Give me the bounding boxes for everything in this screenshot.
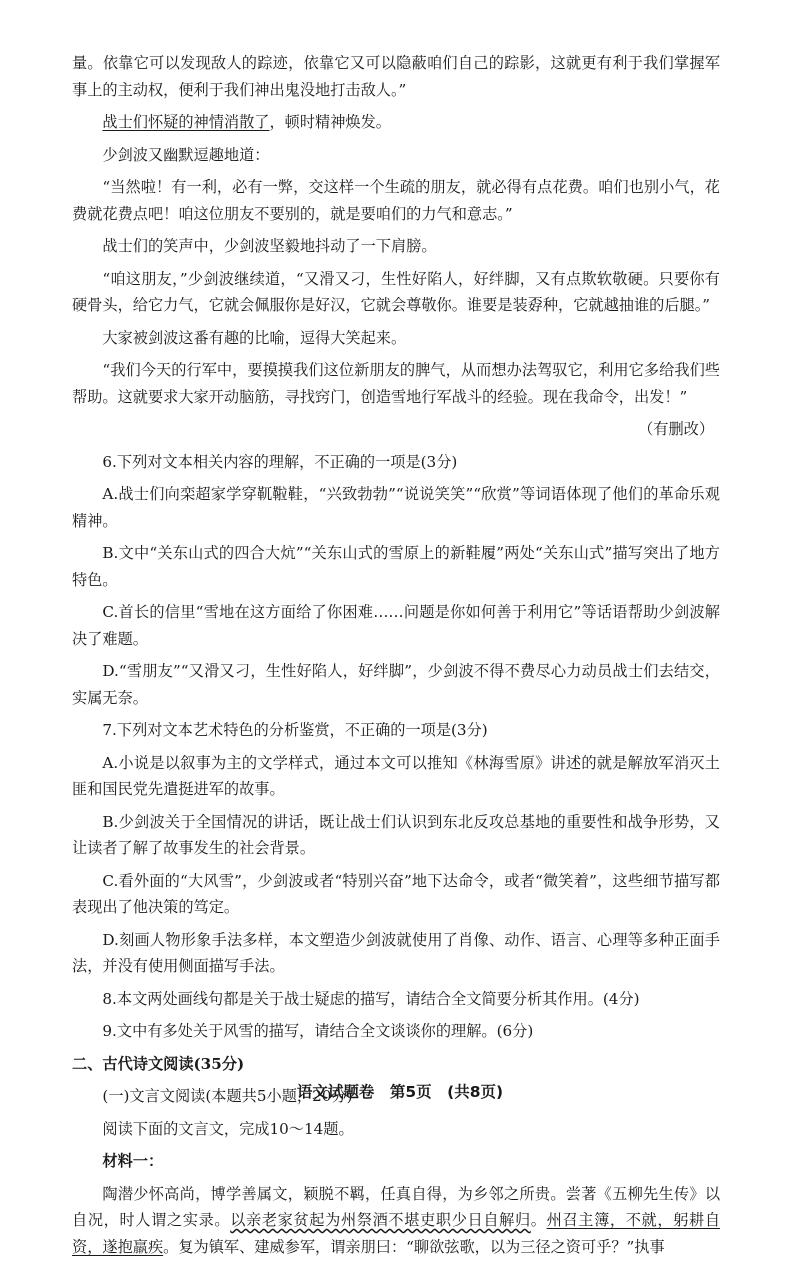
page-footer: 语文试题卷 第5页 (共8页) — [296, 1083, 504, 1101]
question-9: 9.文中有多处关于风雪的描写，请结合全文谈谈你的理解。(6分) — [102, 1022, 534, 1040]
wavy-underlined-sentence: 以亲老家贫起为州祭酒不堪吏职少日自解归 — [230, 1211, 531, 1229]
underlined-sentence: 州召主簿，不就，躬耕自资，遂抱羸疾 — [72, 1211, 721, 1256]
question-6-option-c: C.首长的信里“雪地在这方面给了你困难……问题是你如何善于利用它”等话语帮助少剑波解决了难题。 — [72, 603, 720, 648]
question-8: 8.本文两处画线句都是关于战士疑虑的描写，请结合全文简要分析其作用。(4分) — [102, 989, 640, 1008]
material-label: 材料一： — [102, 1152, 164, 1170]
story-text: ，顿时精神焕发。 — [269, 113, 391, 131]
story-paragraph: 战士们的笑声中，少剑波坚毅地抖动了一下肩膀。 — [102, 237, 437, 255]
story-paragraph: 量。依靠它可以发现敌人的踪迹，依靠它又可以隐蔽咱们自己的踪影，这就更有利于我们掌握军事上的主动权，便利于我们神出鬼没地打击敌人。” — [72, 54, 720, 99]
story-paragraph: “咱这朋友，”少剑波继续道，“又滑又刁，生性好陷人，好绊脚，又有点欺软敬硬。只要你有硬骨头，给它力气，它就会佩服你是好汉，它就会尊敬你。谁要是装孬种，它就越抽谁的后腿。” — [72, 269, 720, 314]
question-7-option-b: B.少剑波关于全国情况的讲话，既让战士们认识到东北反攻总基地的重要性和战争形势，又让读者了解了故事发生的社会背景。 — [72, 812, 720, 857]
question-7-option-c: C.看外面的“大风雪”，少剑波或者“特别兴奋”地下达命令，或者“微笑着”，这些细节描写都表现出了他决策的笃定。 — [72, 871, 720, 916]
classical-passage — [72, 1181, 720, 1261]
reading-instruction: 阅读下面的文言文，完成10～14题。 — [102, 1119, 354, 1138]
question-6-option-a: A.战士们向栾超家学穿靰鞡鞋，“兴致勃勃”“说说笑笑”“欣赏”等词语体现了他们的革命乐观精神。 — [72, 485, 720, 530]
source-note: （有删改） — [638, 420, 714, 438]
story-paragraph: “我们今天的行军中，要摸摸我们这位新朋友的脾气，从而想办法驾驭它，利用它多给我们些帮助。这就要求大家开动脑筋，寻找窍门，创造雪地行军战斗的经验。现在我命令，出发！” — [72, 361, 720, 406]
subsection-heading: (一)文言文阅读(本题共5小题，20分) — [102, 1087, 353, 1105]
story-paragraph: 少剑波又幽默逗趣地道： — [102, 145, 270, 164]
passage-text: 。复为镇军、建威参军，谓亲朋曰：“聊欲弦歌，以为三径之资可乎？”执事 — [163, 1237, 665, 1256]
underlined-sentence: 战士们怀疑的神情消散了 — [102, 113, 270, 131]
question-7-stem: 7.下列对文本艺术特色的分析鉴赏，不正确的一项是(3分) — [102, 721, 488, 739]
question-7-option-a: A.小说是以叙事为主的文学样式，通过本文可以推知《林海雪原》讲述的就是解放军消灭土匪和国民党先遣挺进军的故事。 — [72, 753, 720, 798]
story-paragraph: “当然啦！有一利，必有一弊，交这样一个生疏的朋友，就必得有点花费。咱们也别小气，花费就花费点吧！咱这位朋友不要别的，就是要咱们的力气和意志。” — [72, 178, 720, 223]
story-paragraph: 大家被剑波这番有趣的比喻，逗得大笑起来。 — [102, 328, 407, 347]
story-paragraph-underlined — [72, 109, 720, 136]
question-6-option-d: D.“雪朋友”“又滑又刁，生性好陷人，好绊脚”，少剑波不得不费尽心力动员战士们去结交，实属无奈。 — [72, 662, 720, 707]
passage-text: 陶潜少怀高尚，博学善属文，颖脱不羁，任真自得，为乡邻之所贵。尝著《五柳先生传》以自况，时人谓之实录。 — [72, 1184, 720, 1229]
section-2-heading: 二、古代诗文阅读(35分) — [72, 1054, 245, 1073]
question-6-option-b: B.文中“关东山式的四合大炕”“关东山式的雪原上的新鞋履”两处“关东山式”描写突出了地方特色。 — [72, 544, 720, 589]
question-7-option-d: D.刻画人物形象手法多样，本文塑造少剑波就使用了肖像、动作、语言、心理等多种正面手法，并没有使用侧面描写手法。 — [72, 930, 720, 975]
passage-text: 。 — [530, 1211, 547, 1229]
question-6-stem: 6.下列对文本相关内容的理解，不正确的一项是(3分) — [102, 452, 458, 471]
